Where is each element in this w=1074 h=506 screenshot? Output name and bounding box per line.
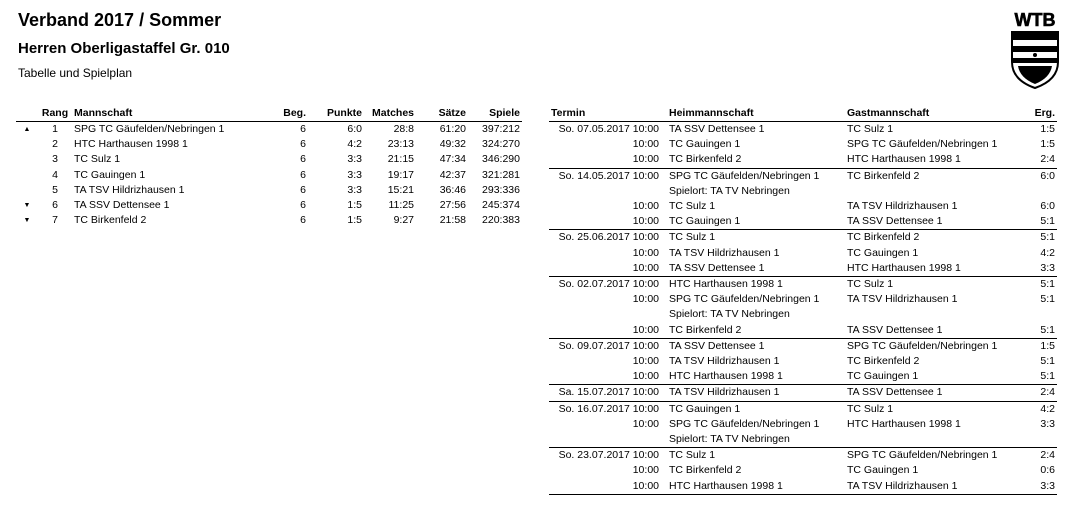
schedule-guest-team: TA SSV Dettensee 1: [845, 385, 1023, 401]
standings-matches: 28:8: [393, 123, 414, 135]
schedule-home-team: TC Sulz 1: [667, 448, 845, 464]
standings-rang: 2: [52, 138, 58, 151]
schedule-result: 5:1: [1023, 323, 1057, 339]
col-gast: Gastmannschaft: [847, 107, 930, 119]
standings-punkte: 1:5: [347, 214, 362, 227]
schedule-termin: [549, 307, 667, 322]
schedule-result: 6:0: [1040, 200, 1055, 213]
table-row: [549, 385, 1057, 401]
col-heim: Heimmannschaft: [669, 107, 754, 119]
col-matches: Matches: [371, 107, 414, 119]
standings-marker: [16, 152, 38, 167]
schedule-header-row: [549, 105, 1057, 122]
schedule-guest-team: HTC Harthausen 1998 1: [847, 417, 961, 430]
schedule-result: 5:1: [1040, 355, 1055, 368]
schedule-home-team: SPG TC Gäufelden/Nebringen 1: [669, 293, 820, 306]
schedule-termin: 10:00: [632, 246, 659, 259]
col-spiele: Spiele: [489, 107, 520, 119]
standings-rang: 3: [52, 153, 58, 166]
schedule-termin: 10:00: [549, 323, 667, 339]
schedule-result: 2:4: [1023, 448, 1057, 464]
schedule-home-team: TA TSV Hildrizhausen 1: [669, 355, 780, 368]
standings-team: TC Birkenfeld 2: [74, 214, 147, 227]
schedule-guest-team: TA SSV Dettensee 1: [845, 214, 1023, 230]
standings-spiele: 293:336: [482, 183, 520, 196]
table-row: [549, 307, 1057, 322]
standings-spiele: 346:290: [482, 153, 520, 166]
standings-punkte: 3:3: [347, 168, 362, 181]
schedule-termin: 10:00: [632, 417, 659, 430]
schedule-guest-team: TC Sulz 1: [845, 122, 1023, 138]
schedule-termin: 10:00: [632, 464, 659, 477]
schedule-termin: 10:00: [549, 369, 667, 385]
schedule-termin: Sa. 15.07.2017 10:00: [549, 385, 667, 401]
standings-saetze: 61:20: [439, 123, 466, 135]
schedule-home-team: TC Sulz 1: [669, 200, 716, 213]
schedule-guest-team: HTC Harthausen 1998 1: [845, 152, 1023, 168]
schedule-result: [1023, 184, 1057, 199]
wtb-logo-icon: [1006, 10, 1064, 90]
col-rang: Rang: [41, 107, 69, 119]
table-row: [549, 199, 1057, 214]
standings-saetze: 42:37: [439, 168, 466, 181]
schedule-termin: 10:00: [632, 138, 659, 151]
standings-team: TA SSV Dettensee 1: [74, 199, 170, 212]
table-row: [16, 122, 522, 138]
schedule-home-team: Spielort: TA TV Nebringen: [669, 184, 790, 197]
schedule-termin: So. 09.07.2017 10:00: [549, 338, 667, 354]
schedule-home-team: HTC Harthausen 1998 1: [667, 369, 845, 385]
standings-table: [16, 105, 522, 228]
schedule-home-team: TC Gauingen 1: [667, 214, 845, 230]
relegation-arrow-icon: ▼: [23, 202, 31, 210]
table-row: [549, 479, 1057, 495]
schedule-guest-team: TA TSV Hildrizhausen 1: [847, 293, 958, 306]
schedule-guest-team: [845, 307, 1023, 322]
schedule-home-team: TC Birkenfeld 2: [667, 323, 845, 339]
col-beg: Beg.: [283, 107, 306, 119]
schedule-result: 3:3: [1023, 479, 1057, 495]
schedule-result: 5:1: [1023, 369, 1057, 385]
marker-header: [16, 105, 38, 122]
standings-team: SPG TC Gäufelden/Nebringen 1: [74, 123, 225, 135]
promotion-arrow-icon: ▲: [23, 126, 31, 133]
schedule-guest-team: SPG TC Gäufelden/Nebringen 1: [845, 448, 1023, 464]
table-row: [549, 277, 1057, 293]
standings-punkte: 3:3: [347, 153, 362, 166]
standings-spiele: 397:212: [482, 123, 520, 135]
schedule-termin: So. 25.06.2017 10:00: [549, 230, 667, 246]
standings-beg: 6: [300, 183, 306, 196]
standings-team: TA TSV Hildrizhausen 1: [74, 183, 185, 196]
schedule-termin: 10:00: [549, 152, 667, 168]
schedule-home-team: SPG TC Gäufelden/Nebringen 1: [667, 168, 845, 184]
schedule-guest-team: TC Gauingen 1: [847, 246, 919, 259]
schedule-guest-team: TA SSV Dettensee 1: [845, 323, 1023, 339]
schedule-termin: [549, 432, 667, 448]
schedule-termin: So. 14.05.2017 10:00: [549, 168, 667, 184]
standings-saetze: 27:56: [439, 199, 466, 212]
schedule-result: 5:1: [1023, 214, 1057, 230]
col-erg: Erg.: [1034, 107, 1055, 119]
standings-rang: 1: [52, 123, 58, 135]
standings-marker: [16, 183, 38, 198]
col-punkte: Punkte: [326, 107, 362, 119]
schedule-result: [1023, 307, 1057, 322]
table-row: [16, 213, 522, 228]
schedule-result: 4:2: [1040, 246, 1055, 259]
table-row: [549, 184, 1057, 199]
schedule-guest-team: TC Birkenfeld 2: [845, 168, 1023, 184]
standings-spiele: 245:374: [482, 199, 520, 212]
schedule-guest-team: TA TSV Hildrizhausen 1: [845, 479, 1023, 495]
schedule-home-team: SPG TC Gäufelden/Nebringen 1: [669, 417, 820, 430]
table-row: [549, 401, 1057, 417]
schedule-result: 1:5: [1023, 338, 1057, 354]
table-row: [549, 122, 1057, 138]
schedule-result: [1023, 432, 1057, 448]
schedule-home-team: TC Birkenfeld 2: [669, 464, 742, 477]
schedule-guest-team: SPG TC Gäufelden/Nebringen 1: [847, 138, 998, 151]
table-row: [549, 354, 1057, 369]
standings-saetze: 47:34: [439, 153, 466, 166]
league-title: Herren Oberligastaffel Gr. 010: [18, 40, 230, 57]
schedule-termin: 10:00: [549, 214, 667, 230]
schedule-guest-team: TC Gauingen 1: [847, 464, 919, 477]
table-row: [549, 463, 1057, 478]
col-termin: Termin: [551, 107, 586, 119]
standings-saetze: 21:58: [439, 214, 466, 227]
schedule-result: 3:3: [1023, 261, 1057, 277]
table-row: [549, 261, 1057, 277]
standings-beg: 6: [300, 138, 306, 151]
standings-marker: [16, 137, 38, 152]
standings-spiele: 324:270: [482, 138, 520, 151]
standings-saetze: 49:32: [439, 138, 466, 151]
schedule-termin: 10:00: [632, 200, 659, 213]
schedule-termin: So. 23.07.2017 10:00: [549, 448, 667, 464]
page-title: Verband 2017 / Sommer: [18, 10, 222, 30]
table-row: [16, 198, 522, 213]
table-row: [16, 152, 522, 167]
standings-saetze: 36:46: [439, 183, 466, 196]
standings-team: TC Gauingen 1: [74, 168, 146, 181]
schedule-guest-team: [845, 432, 1023, 448]
schedule-termin: 10:00: [549, 479, 667, 495]
table-row: [549, 338, 1057, 354]
table-row: [549, 214, 1057, 230]
schedule-termin: So. 07.05.2017 10:00: [549, 122, 667, 138]
schedule-result: 5:1: [1023, 230, 1057, 246]
schedule-guest-team: TC Birkenfeld 2: [847, 355, 920, 368]
col-saetze: Sätze: [438, 107, 466, 119]
standings-matches: 21:15: [387, 153, 414, 166]
standings-matches: 9:27: [393, 214, 414, 227]
schedule-guest-team: TC Birkenfeld 2: [845, 230, 1023, 246]
schedule-result: 3:3: [1040, 417, 1055, 430]
schedule-home-team: HTC Harthausen 1998 1: [667, 277, 845, 293]
table-row: [549, 323, 1057, 339]
schedule-termin: 10:00: [632, 293, 659, 306]
standings-marker: [16, 168, 38, 183]
schedule-result: 2:4: [1023, 385, 1057, 401]
standings-beg: 6: [300, 214, 306, 227]
schedule-result: 2:4: [1023, 152, 1057, 168]
schedule-result: 1:5: [1023, 122, 1057, 138]
schedule-home-team: Spielort: TA TV Nebringen: [667, 432, 845, 448]
standings-spiele: 220:383: [482, 214, 520, 227]
schedule-guest-team: TA TSV Hildrizhausen 1: [847, 200, 958, 213]
schedule-guest-team: SPG TC Gäufelden/Nebringen 1: [845, 338, 1023, 354]
schedule-home-team: TA SSV Dettensee 1: [667, 338, 845, 354]
standings-header-row: [16, 105, 522, 122]
table-row: [16, 183, 522, 198]
standings-beg: 6: [300, 168, 306, 181]
schedule-termin: So. 16.07.2017 10:00: [549, 401, 667, 417]
schedule-result: 6:0: [1023, 168, 1057, 184]
standings-punkte: 1:5: [347, 199, 362, 212]
col-mannschaft: Mannschaft: [74, 107, 133, 119]
standings-punkte: 4:2: [347, 138, 362, 151]
standings-spiele: 321:281: [482, 168, 520, 181]
schedule-result: 0:6: [1040, 464, 1055, 477]
schedule-termin: So. 02.07.2017 10:00: [549, 277, 667, 293]
table-row: [549, 369, 1057, 385]
schedule-result: 5:1: [1023, 277, 1057, 293]
standings-matches: 19:17: [387, 168, 414, 181]
schedule-home-team: TA TSV Hildrizhausen 1: [667, 385, 845, 401]
schedule-home-team: TA SSV Dettensee 1: [667, 122, 845, 138]
schedule-termin: [549, 184, 667, 199]
standings-rang: 7: [52, 214, 58, 227]
standings-rang: 4: [52, 168, 58, 181]
table-row: [549, 417, 1057, 432]
table-row: [549, 230, 1057, 246]
table-row: [549, 168, 1057, 184]
table-row: [549, 137, 1057, 152]
page-caption: Tabelle und Spielplan: [18, 66, 133, 80]
table-row: [549, 246, 1057, 261]
schedule-result: 1:5: [1040, 138, 1055, 151]
schedule-home-team: TA TSV Hildrizhausen 1: [669, 246, 780, 259]
standings-beg: 6: [300, 199, 306, 212]
schedule-guest-team: TC Sulz 1: [845, 401, 1023, 417]
table-row: [16, 137, 522, 152]
standings-punkte: 3:3: [347, 183, 362, 196]
schedule-termin: 10:00: [549, 261, 667, 277]
relegation-arrow-icon: ▼: [23, 217, 31, 225]
schedule-home-team: TC Sulz 1: [667, 230, 845, 246]
schedule-home-team: HTC Harthausen 1998 1: [667, 479, 845, 495]
table-row: [549, 292, 1057, 307]
schedule-result: 4:2: [1023, 401, 1057, 417]
table-row: [16, 168, 522, 183]
standings-beg: 6: [300, 153, 306, 166]
schedule-table: [549, 105, 1057, 495]
standings-rang: 6: [52, 199, 58, 212]
schedule-home-team: TC Gauingen 1: [669, 138, 741, 151]
standings-matches: 11:25: [388, 199, 414, 212]
schedule-home-team: TC Birkenfeld 2: [667, 152, 845, 168]
schedule-guest-team: TC Gauingen 1: [845, 369, 1023, 385]
logo-text: WTB: [1014, 10, 1056, 30]
schedule-home-team: TC Gauingen 1: [667, 401, 845, 417]
standings-punkte: 6:0: [347, 123, 362, 135]
standings-matches: 15:21: [387, 183, 414, 196]
standings-team: HTC Harthausen 1998 1: [74, 138, 188, 151]
standings-rang: 5: [52, 183, 58, 196]
schedule-guest-team: HTC Harthausen 1998 1: [845, 261, 1023, 277]
table-row: [549, 152, 1057, 168]
table-row: [549, 432, 1057, 448]
schedule-guest-team: TC Sulz 1: [845, 277, 1023, 293]
schedule-termin: 10:00: [632, 355, 659, 368]
table-row: [549, 448, 1057, 464]
schedule-home-team: Spielort: TA TV Nebringen: [669, 308, 790, 321]
standings-beg: 6: [300, 123, 306, 135]
schedule-guest-team: [845, 184, 1023, 199]
schedule-home-team: TA SSV Dettensee 1: [667, 261, 845, 277]
standings-matches: 23:13: [387, 138, 414, 151]
standings-team: TC Sulz 1: [74, 153, 121, 166]
schedule-result: 5:1: [1040, 293, 1055, 306]
